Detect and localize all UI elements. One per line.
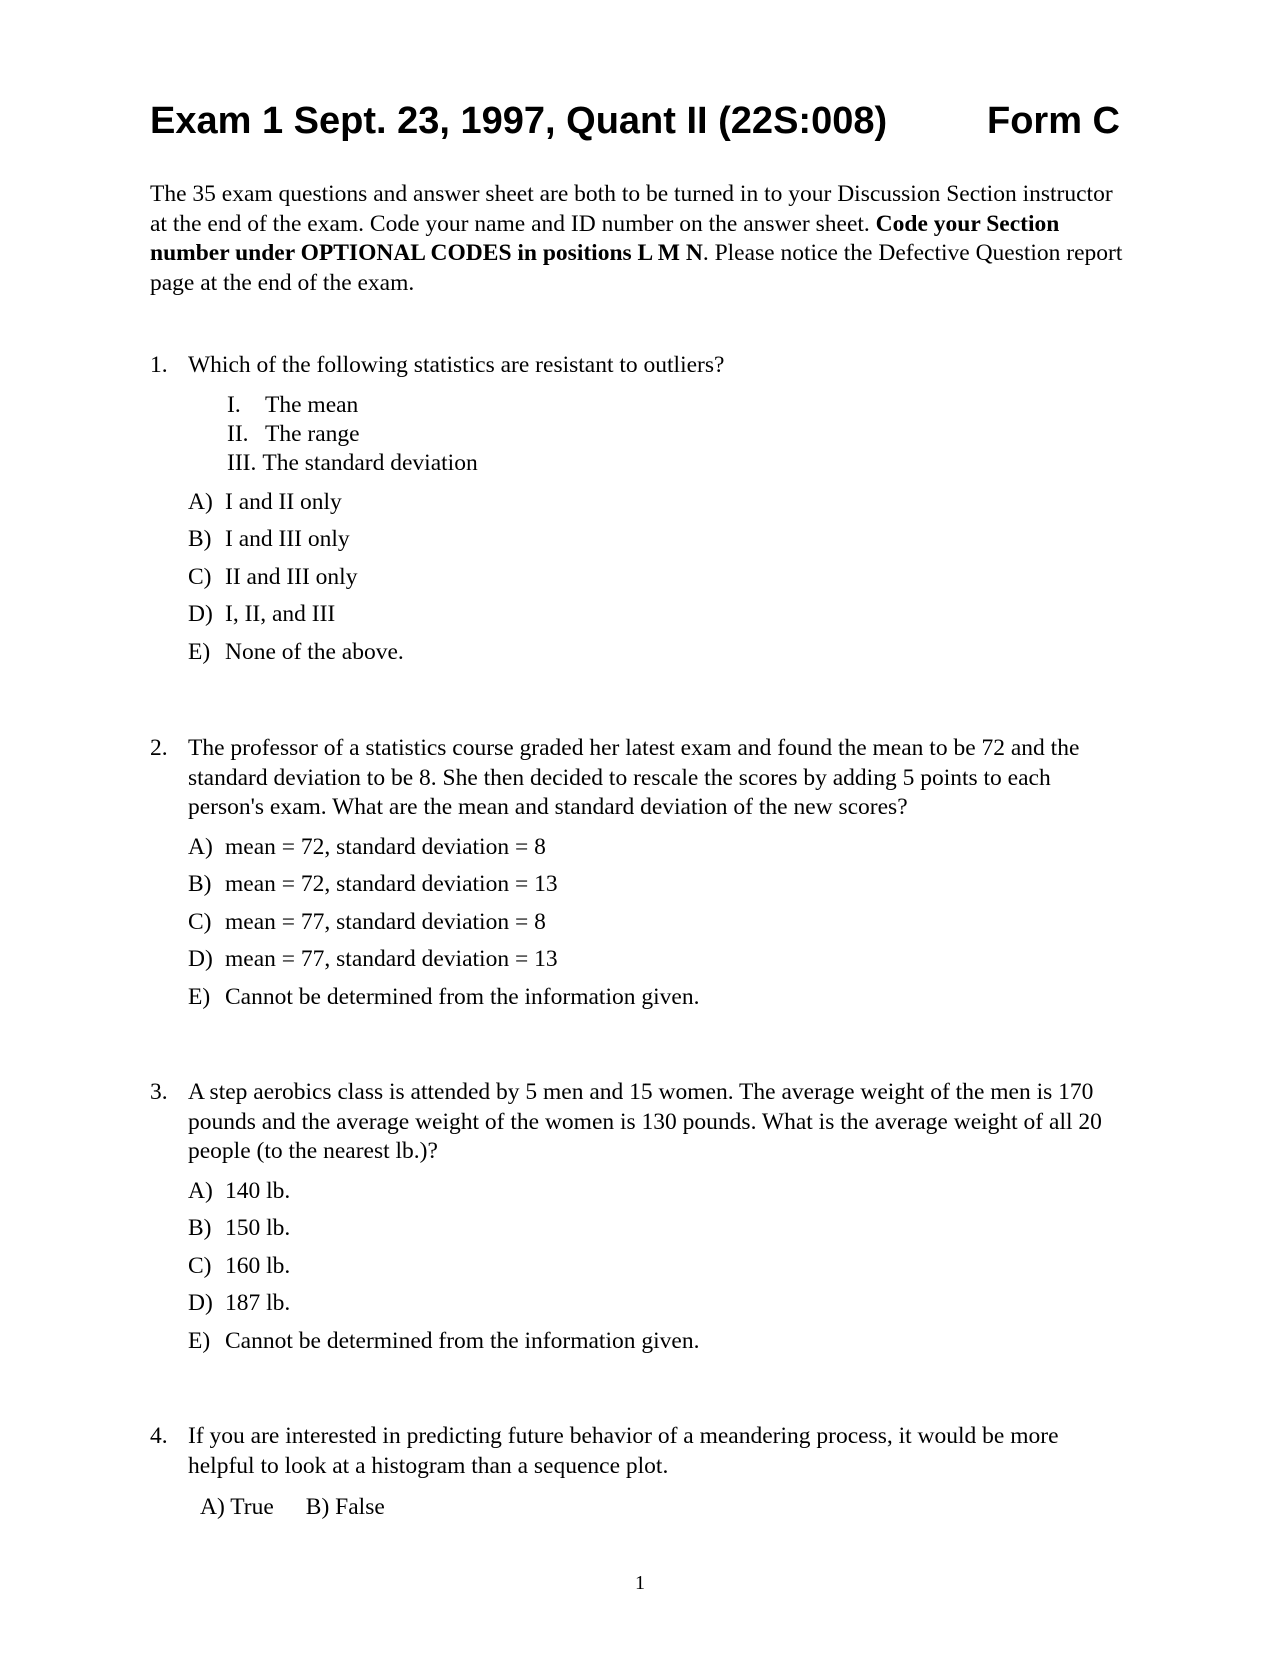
answer-option — [188, 634, 1130, 672]
statement-list — [227, 391, 1130, 478]
question-number: 3. — [150, 1079, 168, 1105]
option-text: None of the above. — [225, 638, 404, 665]
answer-option — [188, 521, 1130, 559]
statement-text: The standard deviation — [262, 449, 478, 476]
option-text: True — [230, 1494, 274, 1520]
option-text: II and III only — [225, 563, 358, 590]
option-letter: B) — [188, 871, 212, 897]
option-text: mean = 72, standard deviation = 8 — [225, 833, 546, 860]
answer-option — [188, 866, 1130, 904]
option-letter: A) — [200, 1494, 225, 1520]
option-text: mean = 77, standard deviation = 13 — [225, 946, 558, 972]
option-letter: D) — [188, 601, 213, 627]
answer-options — [188, 829, 1130, 1017]
answer-option — [188, 1285, 1130, 1323]
option-text: mean = 72, standard deviation = 13 — [225, 871, 558, 897]
option-text: I and III only — [225, 526, 350, 552]
instructions-text-2: . Please notice the Defective Question report page at the end of the exam. — [150, 240, 1123, 296]
option-letter: B) — [188, 1215, 212, 1241]
question-number: 4. — [150, 1423, 168, 1449]
instructions-text-1: The 35 exam questions and answer sheet are both to be turned in to your Discussion Section instructor at the end of the exam. Code your name and ID number on the answer sheet. — [150, 181, 1113, 237]
answer-option — [188, 1210, 1130, 1248]
form-label: Form C — [987, 100, 1120, 142]
question-3 — [150, 1078, 1130, 1360]
question-4 — [150, 1422, 1130, 1523]
answer-option — [188, 484, 1130, 522]
question-text: A step aerobics class is attended by 5 men and 15 women. The average weight of the men is 170 pounds and the average weight of the women is 130 pounds. What is the average weight of all 20 people (to the nearest lb.)? — [188, 1079, 1102, 1164]
statement-text: The mean — [265, 391, 359, 418]
answer-option — [200, 1493, 274, 1523]
exam-title: Exam 1 Sept. 23, 1997, Quant II (22S:008) — [150, 100, 888, 142]
page-number: 1 — [635, 1572, 645, 1594]
question-text: If you are interested in predicting future behavior of a meandering process, it would be more helpful to look at a histogram than a sequence plot. — [188, 1423, 1059, 1479]
question-number: 2. — [150, 735, 168, 761]
answer-options — [200, 1493, 1130, 1523]
answer-option — [188, 941, 1130, 979]
option-letter: D) — [188, 946, 213, 972]
answer-option — [188, 1323, 1130, 1361]
instructions-bold-text: Code your Section number under OPTIONAL CODES in positions L M N — [150, 210, 1060, 266]
question-text: The professor of a statistics course graded her latest exam and found the mean to be 72 and the standard deviation to be 8. She then decided to rescale the scores by adding 5 points to each person's exam. What are the mean and standard deviation of the new scores? — [188, 735, 1080, 820]
answer-option — [188, 1248, 1130, 1286]
answer-option — [188, 979, 1130, 1017]
answer-option — [188, 596, 1130, 634]
option-text: 187 lb. — [225, 1290, 291, 1316]
statement-text: The range — [265, 420, 360, 447]
option-letter: B) — [305, 1494, 330, 1520]
answer-options — [188, 1173, 1130, 1361]
option-text: False — [335, 1494, 385, 1520]
answer-option — [188, 1173, 1130, 1211]
option-letter: E) — [188, 1327, 211, 1354]
option-letter: E) — [188, 638, 211, 665]
option-letter: C) — [188, 1252, 212, 1279]
option-text: I and II only — [225, 488, 342, 515]
option-letter: C) — [188, 908, 212, 935]
option-text: Cannot be determined from the information given. — [225, 983, 700, 1010]
instructions-paragraph — [150, 180, 1130, 298]
question-number: 1. — [150, 352, 168, 378]
option-letter: A) — [188, 833, 213, 860]
statement-item — [227, 449, 1130, 478]
option-text: 140 lb. — [225, 1177, 291, 1204]
answer-option — [188, 559, 1130, 597]
question-2 — [150, 734, 1130, 1016]
option-letter: E) — [188, 983, 211, 1010]
answer-option — [188, 904, 1130, 942]
option-text: 150 lb. — [225, 1215, 291, 1241]
option-letter: C) — [188, 563, 212, 590]
answer-option — [188, 829, 1130, 867]
question-text: Which of the following statistics are resistant to outliers? — [188, 352, 725, 378]
option-letter: A) — [188, 1177, 213, 1204]
statement-item — [227, 391, 1130, 420]
option-letter: D) — [188, 1290, 213, 1316]
question-1 — [150, 351, 1130, 671]
option-text: Cannot be determined from the information given. — [225, 1327, 700, 1354]
answer-option — [306, 1493, 385, 1523]
option-letter: A) — [188, 488, 213, 515]
exam-header — [150, 100, 1120, 143]
option-letter: B) — [188, 526, 212, 552]
answer-options — [188, 484, 1130, 672]
statement-numeral: I. — [227, 391, 241, 418]
statement-numeral: III. — [227, 449, 257, 476]
option-text: 160 lb. — [225, 1252, 291, 1279]
statement-item — [227, 420, 1130, 449]
option-text: I, II, and III — [225, 601, 336, 627]
option-text: mean = 77, standard deviation = 8 — [225, 908, 546, 935]
statement-numeral: II. — [227, 420, 249, 447]
